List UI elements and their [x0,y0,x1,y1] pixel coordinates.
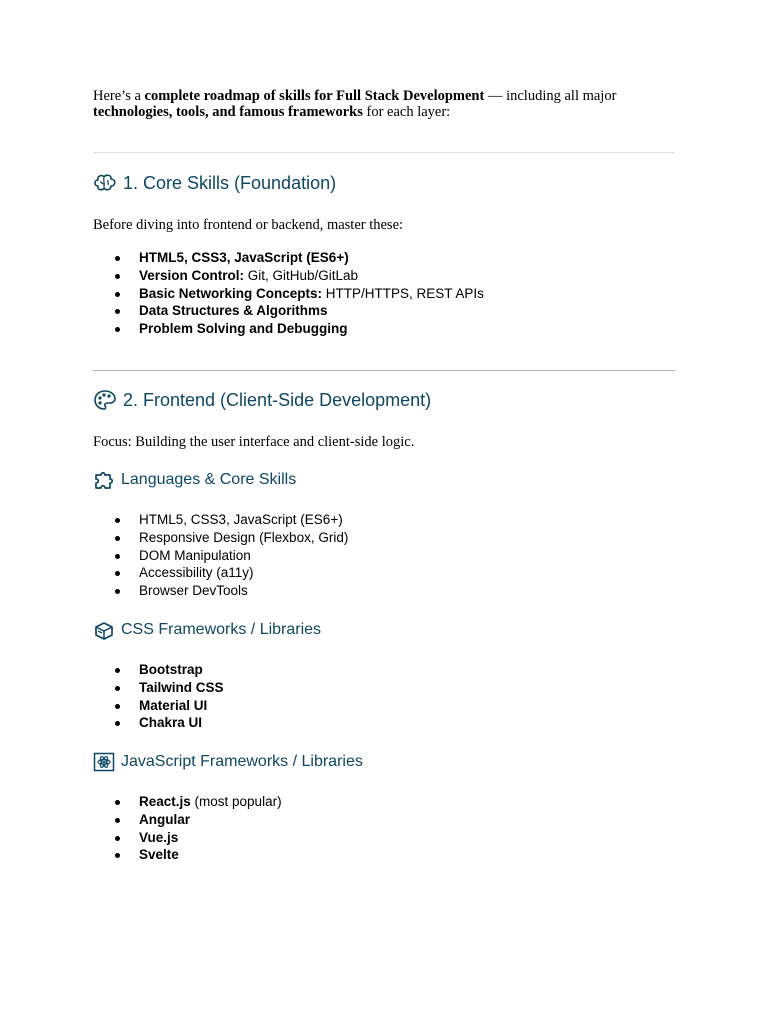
list-item-bold: Material UI [139,697,208,713]
puzzle-icon [93,470,115,490]
subsection-languages-heading [93,470,296,490]
list-item-bold: Chakra UI [139,715,203,731]
list-item [93,829,282,847]
list-item-text: Git, GitHub/GitLab [244,267,359,283]
js-frameworks-list [93,793,282,864]
list-item-bold: Problem Solving and Debugging [139,321,348,337]
list-item: HTML5, CSS3, JavaScript (ES6+) [93,511,348,529]
list-item [93,811,282,829]
list-item-bold: Svelte [139,847,179,863]
section2-heading [93,389,431,411]
subsection-css-heading-text: CSS Frameworks / Libraries [121,621,322,638]
list-item-bold: Basic Networking Concepts: [139,285,323,301]
list-item [93,320,484,338]
list-item: DOM Manipulation [93,547,348,565]
box-icon [93,620,115,640]
list-item [93,267,484,285]
list-item-text: (most popular) [190,794,282,809]
list-item-bold: React.js [139,794,191,809]
atom-icon [93,752,115,772]
intro-bold-2: technologies, tools, and famous frameworks [93,104,363,120]
list-item [93,697,224,715]
intro-text-3: for each layer: [362,104,451,120]
section1-lead: Before diving into frontend or backend, master these: [93,217,404,233]
list-item-bold: Version Control: [139,267,245,283]
list-item-bold: Data Structures & Algorithms [139,303,328,319]
brain-icon [93,172,117,194]
palette-icon [93,389,117,411]
list-item [93,302,484,320]
list-item: Accessibility (a11y) [93,564,348,582]
list-item [93,793,282,811]
list-item-bold: Angular [139,811,191,827]
list-item-bold: Bootstrap [139,662,203,677]
subsection-languages-heading-text: Languages & Core Skills [121,471,297,488]
css-frameworks-list [93,661,224,732]
list-item-bold: Vue.js [139,829,179,845]
intro-text-1: Here’s a [93,88,145,104]
subsection-js-heading-text: JavaScript Frameworks / Libraries [121,753,363,770]
section1-list [93,249,484,338]
list-item [93,661,224,679]
section2-heading-text: 2. Frontend (Client-Side Development) [123,389,432,410]
intro-text-2: — including all major [484,88,617,104]
subsection-css-heading [93,620,321,640]
section1-heading-text: 1. Core Skills (Foundation) [123,172,337,193]
list-item-bold: HTML5, CSS3, JavaScript (ES6+) [139,250,349,265]
section1-heading [93,172,336,194]
list-item [93,846,282,864]
list-item: Responsive Design (Flexbox, Grid) [93,529,348,547]
list-item-bold: Tailwind CSS [139,679,224,695]
list-item [93,249,484,267]
intro-paragraph [93,88,683,120]
list-item: Browser DevTools [93,582,348,600]
list-item-text: HTTP/HTTPS, REST APIs [322,285,484,301]
intro-bold-1: complete roadmap of skills for Full Stack Development [144,88,485,104]
languages-list [93,511,348,600]
list-item [93,679,224,697]
subsection-js-heading [93,752,363,772]
list-item [93,714,224,732]
list-item [93,285,484,303]
section2-lead: Focus: Building the user interface and client-side logic. [93,434,415,450]
divider-2 [93,370,675,371]
divider-1 [93,152,675,153]
